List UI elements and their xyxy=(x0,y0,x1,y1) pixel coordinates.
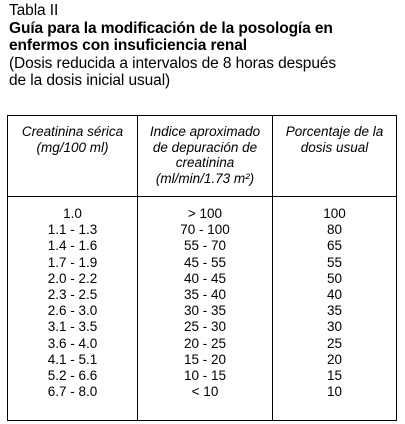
table-cell-porcentaje: 25 xyxy=(326,335,343,351)
table-cell-depuracion: 20 - 25 xyxy=(183,335,227,351)
column-creatinina xyxy=(8,206,137,400)
table-cell-creatinina: 6.7 - 8.0 xyxy=(47,384,98,400)
column-header-creatinina xyxy=(8,124,137,155)
table-cell-creatinina: 2.0 - 2.2 xyxy=(47,270,98,286)
header-line: Porcentaje de la xyxy=(285,124,384,139)
header-divider xyxy=(8,196,396,197)
column-header-porcentaje xyxy=(273,124,396,155)
table-cell-porcentaje: 15 xyxy=(326,367,343,383)
table-cell-creatinina: 1.1 - 1.3 xyxy=(47,222,98,238)
table-cell-depuracion: 45 - 55 xyxy=(183,254,227,270)
table-subtitle-line-1: (Dosis reducida a intervalos de 8 horas después xyxy=(9,54,337,72)
header-line: creatinina xyxy=(175,155,235,170)
table-cell-porcentaje: 20 xyxy=(326,351,343,367)
table-cell-depuracion: 30 - 35 xyxy=(183,303,227,319)
table-cell-depuracion: 35 - 40 xyxy=(183,286,227,302)
header-line-part: ²) xyxy=(245,170,255,186)
header-line-part: (ml/min/1.73 m xyxy=(155,170,246,186)
table-cell-porcentaje: 100 xyxy=(323,206,346,221)
table-cell-depuracion: > 100 xyxy=(187,206,223,221)
table-cell-creatinina: 5.2 - 6.6 xyxy=(47,367,98,383)
header-line: (mg/100 ml) xyxy=(36,139,109,155)
table-subtitle-line-2: de la dosis inicial usual) xyxy=(9,72,171,89)
header-line: Indice aproximado xyxy=(149,124,261,139)
header-line: Creatinina sérica xyxy=(21,124,124,139)
table-cell-creatinina: 2.3 - 2.5 xyxy=(47,286,98,302)
table-cell-creatinina: 3.1 - 3.5 xyxy=(47,319,98,335)
table-cell-creatinina: 1.7 - 1.9 xyxy=(47,254,98,270)
table-cell-depuracion: 40 - 45 xyxy=(183,270,227,286)
table-cell-porcentaje: 80 xyxy=(326,222,343,238)
table-title-line-2: enfermos con insuficiencia renal xyxy=(9,37,247,54)
table-cell-porcentaje: 10 xyxy=(326,384,343,400)
table-cell-depuracion: 70 - 100 xyxy=(180,222,230,238)
table-cell-porcentaje: 65 xyxy=(326,238,343,254)
table-cell-depuracion: 55 - 70 xyxy=(183,238,227,254)
table-cell-depuracion: 15 - 20 xyxy=(183,351,227,367)
table-cell-creatinina: 4.1 - 5.1 xyxy=(47,351,98,367)
table-cell-depuracion: < 10 xyxy=(191,384,219,400)
table-cell-porcentaje: 55 xyxy=(326,254,343,270)
table-cell-porcentaje: 35 xyxy=(326,303,343,319)
table-cell-depuracion: 10 - 15 xyxy=(183,367,227,383)
column-header-depuracion xyxy=(138,124,272,186)
table-cell-porcentaje: 50 xyxy=(326,270,343,286)
table-cell-creatinina: 1.0 xyxy=(63,206,82,221)
table-heading xyxy=(9,2,401,90)
table-cell-depuracion: 25 - 30 xyxy=(183,319,227,335)
table-cell-porcentaje: 40 xyxy=(326,286,343,302)
column-depuracion xyxy=(138,206,272,400)
table-title-line-1: Guía para la modificación de la posología en xyxy=(9,19,333,37)
header-line: de depuración de xyxy=(152,139,258,155)
table-label: Tabla II xyxy=(9,2,59,19)
header-line xyxy=(138,171,272,187)
table-cell-porcentaje: 30 xyxy=(326,319,343,335)
table-cell-creatinina: 1.4 - 1.6 xyxy=(47,238,98,254)
table-cell-creatinina: 2.6 - 3.0 xyxy=(47,303,98,319)
dosage-table xyxy=(7,115,397,421)
header-line: dosis usual xyxy=(300,139,369,155)
table-cell-creatinina: 3.6 - 4.0 xyxy=(47,335,98,351)
column-porcentaje xyxy=(273,206,396,400)
